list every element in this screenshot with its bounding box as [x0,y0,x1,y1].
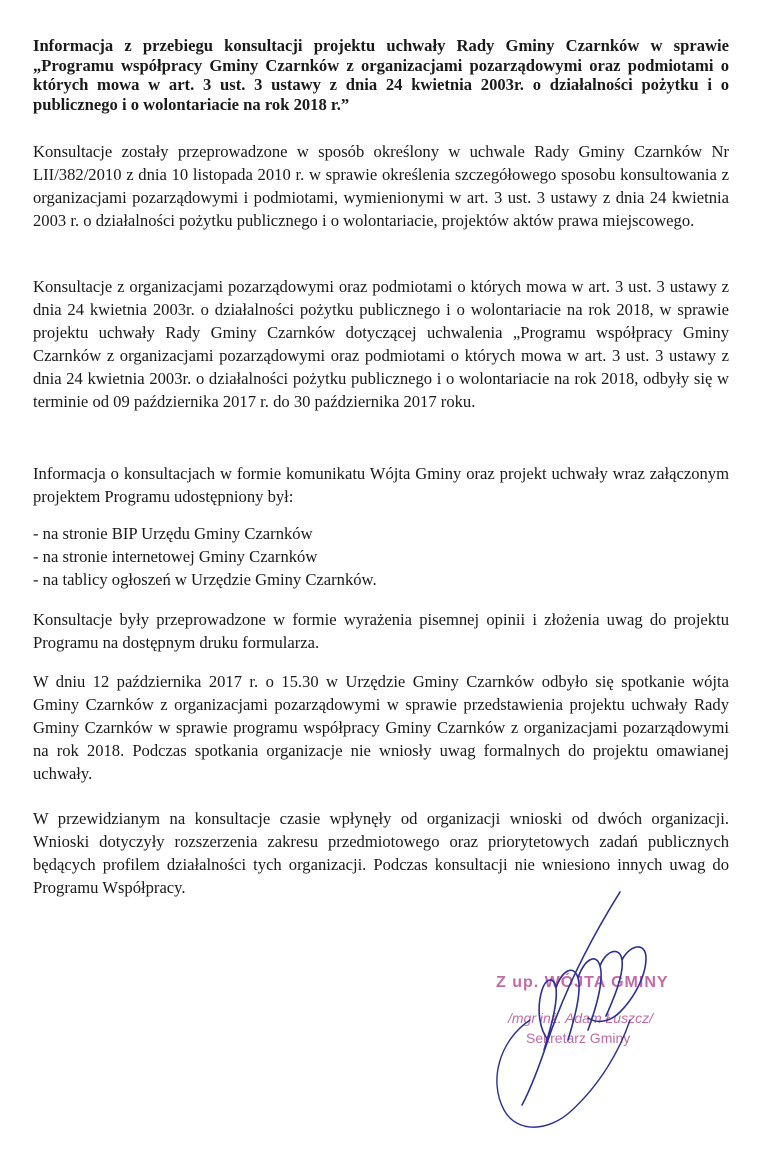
stamp-line-position: Sekretarz Gminy [526,1030,631,1046]
paragraph-consultation-period: Konsultacje z organizacjami pozarządowymi oraz podmiotami o których mowa w art. 3 ust. 3 ustawy z dnia 24 kwietnia 2003r. o działalności pożytku publicznego i o wolontariacie na rok 2018, w sprawie projektu uchwały Rady Gminy Czarnków dotyczącej uchwalenia „Programu współpracy Gminy Czarnków z organizacjami pozarządowymi oraz podmiotami o których mowa w art. 3 ust. 3 ustawy z dnia 24 kwietnia 2003r. o działalności pożytku publicznego i o wolontariacie na rok 2018, odbyły się w terminie od 09 października 2017 r. do 30 października 2017 roku. [33,277,729,411]
stamp-line-name: /mgr inż. Adam Łuszcz/ [508,1010,653,1026]
list-item: - na tablicy ogłoszeń w Urzędzie Gminy Czarnków. [33,570,377,589]
signature-loop [497,1020,630,1127]
publication-places-list [33,522,729,591]
paragraph-submitted-motions: W przewidzianym na konsultacje czasie wpłynęły od organizacji wnioski od dwóch organizacji. Wnioski dotyczyły rozszerzenia zakresu przedmiotowego oraz priorytetowych zadań publicznych będących profilem działalności tych organizacji. Podczas konsultacji nie wniesiono innych uwag do Programu Współpracy. [33,809,729,897]
stamp-line-authority: Z up. WÓJTA GMINY [496,974,669,991]
paragraph-publication-info: Informacja o konsultacjach w formie komunikatu Wójta Gminy oraz projekt uchwały wraz załączonym projektem Programu udostępniony był: [33,464,729,506]
handwritten-signature [470,880,690,1140]
list-item: - na stronie BIP Urzędu Gminy Czarnków [33,524,313,543]
document-title: Informacja z przebiegu konsultacji projektu uchwały Rady Gminy Czarnków w sprawie „Programu współpracy Gminy Czarnków z organizacjami pozarządowymi oraz podmiotami o których mowa w art. 3 ust. 3 ustawy z dnia 24 kwietnia 2003r. o działalności pożytku i o publicznego i o wolontariacie na rok 2018 r.” [33,36,729,114]
list-item: - na stronie internetowej Gminy Czarnków [33,547,318,566]
paragraph-consultation-form: Konsultacje były przeprowadzone w formie wyrażenia pisemnej opinii i złożenia uwag do projektu Programu na dostępnym druku formularza. [33,610,729,652]
paragraph-meeting: W dniu 12 października 2017 r. o 15.30 w Urzędzie Gminy Czarnków odbyło się spotkanie wójta Gminy Czarnków z organizacjami pozarządowymi w sprawie przedstawienia projektu uchwały Rady Gminy Czarnków w sprawie programu współpracy Gminy Czarnków z organizacjami pozarządowymi na rok 2018. Podczas spotkania organizacje nie wniosły uwag formalnych do projektu omawianej uchwały. [33,672,729,783]
paragraph-consultation-method: Konsultacje zostały przeprowadzone w sposób określony w uchwale Rady Gminy Czarnków Nr LII/382/2010 z dnia 10 listopada 2010 r. w sprawie określenia szczegółowego sposobu konsultowania z organizacjami pozarządowymi i podmiotami, wymienionymi w art. 3 ust. 3 ustawy z dnia 24 kwietnia 2003 r. o działalności pożytku publicznego i o wolontariacie, projektów aktów prawa miejscowego. [33,142,729,230]
signature-stroke [522,892,646,1105]
